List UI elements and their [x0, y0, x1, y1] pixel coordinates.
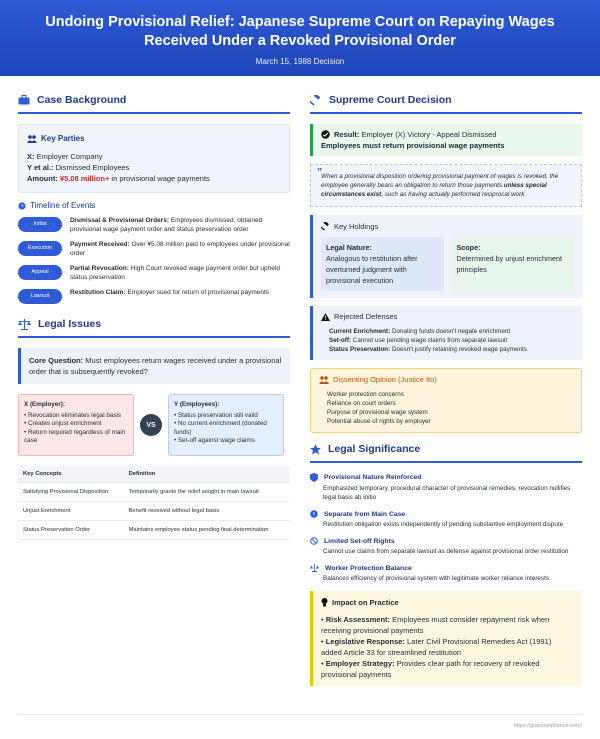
timeline-item: Execution Payment Received: Over ¥5.08 million paid to employees under provisional order [18, 240, 290, 258]
argument-comparison [18, 394, 290, 456]
employer-arguments: X (Employer): • Revocation eliminates legal basis • Creates unjust enrichment • Return required regardless of main case [18, 394, 134, 456]
users-icon [27, 135, 37, 143]
rejected-defenses-title: Rejected Defenses [334, 312, 398, 321]
lightbulb-icon [321, 598, 328, 607]
dissenting-opinion-card [310, 368, 582, 433]
right-column [310, 94, 582, 686]
star-icon [310, 444, 321, 455]
list-item: Reliance on court orders [327, 400, 396, 407]
core-question-box: Core Question: Must employees return wages received under a provisional order that is subsequently revoked? [18, 348, 290, 384]
user-group-icon [319, 376, 329, 384]
list-item: Status Preservation: Doesn't justify retaining revoked wage payments [329, 346, 527, 353]
briefcase-icon [18, 95, 30, 105]
footer-divider [18, 714, 582, 715]
key-parties-title: Key Parties [41, 134, 85, 143]
list-item: • Legislative Response: Later Civil Provisional Remedies Act (1991) added Article 33 for streamlined restitution [321, 637, 552, 657]
scale-icon [310, 564, 319, 572]
link-icon [310, 510, 318, 518]
page-header [0, 0, 600, 76]
legal-issues-heading: Legal Issues [18, 318, 290, 338]
case-background-title: Case Background [37, 94, 127, 106]
holding-scope: Scope: Determined by unjust enrichment principles [452, 237, 575, 291]
gavel-small-icon [321, 222, 330, 231]
left-column [18, 94, 290, 686]
list-item: Current Enrichment: Donating funds doesn't negate enrichment [329, 328, 511, 335]
significance-item: Separate from Main Case Restitution obligation exists independently of pending substantive employment dispute [310, 510, 582, 529]
timeline-tag: Appeal [18, 265, 62, 280]
balance-scale-icon [18, 319, 31, 330]
list-item: • Risk Assessment: Employees must consider repayment risk when receiving provisional payments [321, 615, 550, 635]
timeline-list [18, 216, 290, 304]
timeline-item: Appeal Partial Revocation: High Court revoked wage payment order but upheld status preservation [18, 264, 290, 282]
impact-title: Impact on Practice [332, 598, 399, 607]
check-circle-icon [321, 130, 330, 139]
key-parties-card [18, 124, 290, 193]
list-item: Set-off: Cannot use pending wage claims from separate lawsuit [329, 337, 508, 344]
timeline-tag: Initial [18, 217, 62, 232]
warning-icon [321, 313, 330, 321]
list-item: Purpose of provisional wage system [327, 409, 428, 416]
holding-quote: ” When a provisional disposition ordering provisional payment of wages is revoked, the employee generally bears an obligation to return those payments unless special circumstances exist, such as having actually performed reciprocal work. [310, 164, 582, 207]
impact-on-practice-card [310, 591, 582, 686]
party-x: X: Employer Company [27, 152, 103, 161]
significance-item: Worker Protection Balance Balances efficiency of provisional system with legitimate worker reliance interests [310, 564, 582, 583]
employee-arguments: Y (Employees): • Status preservation still valid • No current enrichment (donated funds) • Set-off against wage claims [168, 394, 284, 456]
result-box: Result: Employer (X) Victory - Appeal Dismissed Employees must return provisional wage payments [310, 124, 582, 156]
key-concepts-table [18, 466, 290, 540]
case-background-heading [18, 94, 290, 114]
page-title: Undoing Provisional Relief: Japanese Supreme Court on Repaying Wages Received Under a Revoked Provisional Order [45, 14, 555, 49]
gavel-icon [310, 95, 322, 106]
timeline-item: Initial Dismissal & Provisional Orders: Employees dismissed, obtained provisional wage payment order and status preservation order [18, 216, 290, 234]
amount: Amount: ¥5.08 million+ in provisional wage payments [27, 174, 210, 183]
timeline-item: Lawsuit Restitution Claim: Employer sued for return of provisional payments [18, 288, 290, 304]
key-holdings-card [310, 215, 582, 298]
significance-item: Limited Set-off Rights Cannot use claims from separate lawsuit as defense against provisional order restitution [310, 537, 582, 556]
holding-legal-nature: Legal Nature: Analogous to restitution after overturned judgment with provisional execution [321, 237, 444, 291]
clock-icon [18, 202, 26, 210]
table-row: Status Preservation Order Maintains employee status pending final determination [18, 521, 290, 540]
ban-icon [310, 537, 318, 545]
key-parties-header [27, 133, 281, 144]
timeline-heading: Timeline of Events [18, 201, 290, 210]
rejected-defenses-card [310, 306, 582, 360]
quote-icon: ” [317, 167, 322, 178]
list-item: Worker protection concerns [327, 391, 404, 398]
footer-url: https://jpaacompliance.com/ [513, 723, 582, 729]
legal-significance-heading: Legal Significance [310, 443, 582, 463]
table-row: Unjust Enrichment Benefit received without legal basis [18, 502, 290, 521]
timeline-tag: Lawsuit [18, 289, 62, 304]
significance-item: Provisional Nature Reinforced Emphasized temporary, procedural character of provisional remedies; revocation nullifies legal basis ab initio [310, 473, 582, 502]
party-y: Y et al.: Dismissed Employees [27, 163, 130, 172]
dissenting-opinion-title: Dissenting Opinion (Justice Ito) [333, 375, 437, 384]
table-row: Satisfying Provisional Disposition Temporarily grants the relief sought in main lawsuit [18, 483, 290, 502]
timeline-tag: Execution [18, 241, 62, 256]
table-header-row: Key Concepts Definition [18, 466, 290, 483]
shield-icon [310, 473, 318, 482]
decision-date: March 15, 1988 Decision [255, 57, 345, 66]
list-item: • Employer Strategy: Provides clear path for recovery of revoked provisional payments [321, 659, 540, 679]
versus-badge: VS [140, 414, 162, 436]
list-item: Potential abuse of rights by employer [327, 418, 431, 425]
supreme-court-heading: Supreme Court Decision [310, 94, 582, 114]
key-holdings-title: Key Holdings [334, 222, 379, 231]
